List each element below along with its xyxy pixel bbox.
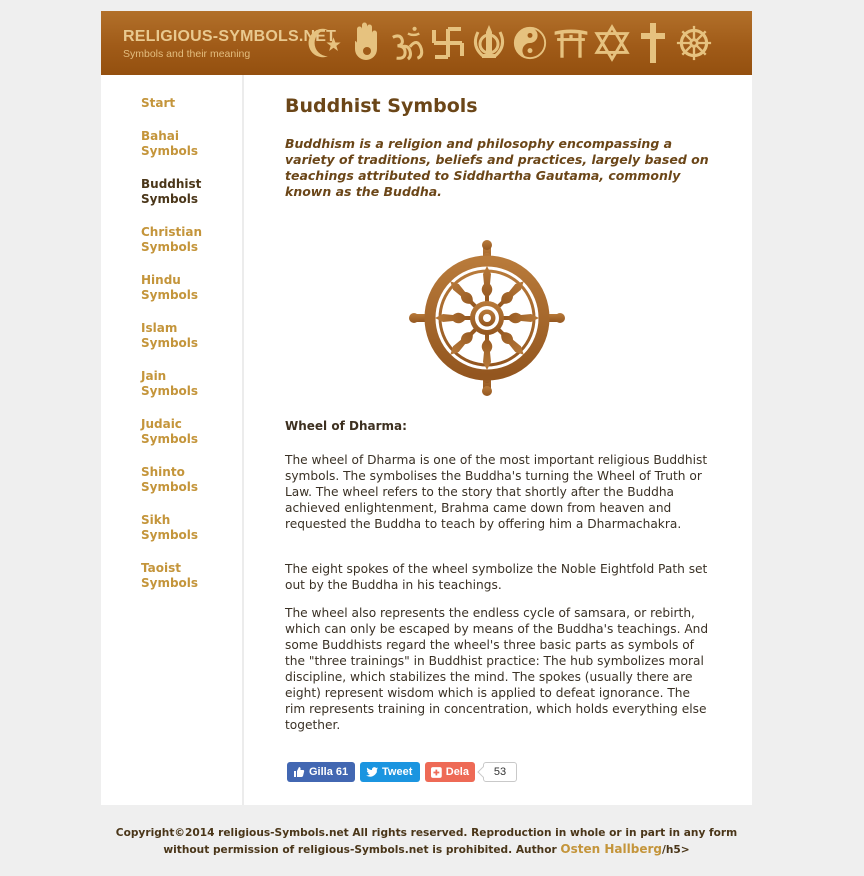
sidebar-nav xyxy=(101,75,244,805)
plus-icon xyxy=(431,767,442,778)
site-tagline: Symbols and their meaning xyxy=(123,48,251,60)
paragraph-2: The eight spokes of the wheel symbolize the Noble Eightfold Path set out by the Buddha in his teachings. xyxy=(285,562,708,592)
footer-trailing-text: /h5> xyxy=(661,843,690,856)
sidebar-item-jain[interactable]: Jain Symbols xyxy=(141,369,199,398)
yin-yang-icon xyxy=(512,21,548,65)
page-content xyxy=(101,75,752,805)
om-icon xyxy=(389,21,425,65)
hamsa-icon xyxy=(348,21,384,65)
site-logo[interactable] xyxy=(123,28,336,61)
sidebar-item-sikh[interactable]: Sikh Symbols xyxy=(141,513,199,542)
sidebar-item-christian[interactable]: Christian Symbols xyxy=(141,225,203,254)
dharma-wheel-icon xyxy=(676,21,712,65)
star-crescent-icon xyxy=(307,21,343,65)
sidebar-item-taoist[interactable]: Taoist Symbols xyxy=(141,561,199,590)
sidebar-item-judaic[interactable]: Judaic Symbols xyxy=(141,417,199,446)
dharma-wheel-icon xyxy=(409,240,565,396)
sidebar-item-start[interactable]: Start xyxy=(141,96,176,110)
footer xyxy=(101,826,752,858)
site-header xyxy=(101,11,752,75)
paragraph-3: The wheel also represents the endless cycle of samsara, or rebirth, which can only be escaped by means of the Buddha's teachings. And some Buddhists regard the wheel's three basic parts as symbols of the "three trainings" in Buddhist practice: The hub symbolizes moral discipline, which stabilizes the mind. The spokes (usually there are eight) represent wisdom which is applied to defeat ignorance. The rim represents training in concentration, which holds everything else together. xyxy=(285,606,709,732)
share-button[interactable] xyxy=(425,762,475,782)
thumbs-up-icon xyxy=(293,766,305,778)
khanda-icon xyxy=(471,21,507,65)
nav-list xyxy=(141,96,211,609)
paragraph-1: The wheel of Dharma is one of the most important religious Buddhist symbols. The symbolises the Buddha's turning the Wheel of Truth or Law. The wheel refers to the story that shortly after the Buddha achieved enlightenment, Brahma came down from heaven and requested the Buddha to teach by offering him a Dharmachakra. xyxy=(285,453,708,531)
cross-icon xyxy=(635,21,671,65)
share-bar xyxy=(287,762,517,782)
sidebar-item-bahai[interactable]: Bahai Symbols xyxy=(141,129,199,158)
page-title: Buddhist Symbols xyxy=(285,95,478,117)
sidebar-item-hindu[interactable]: Hindu Symbols xyxy=(141,273,199,302)
facebook-like-button[interactable] xyxy=(287,762,355,782)
like-label: Gilla 61 xyxy=(309,766,349,778)
sidebar-item-shinto[interactable]: Shinto Symbols xyxy=(141,465,199,494)
sidebar-item-islam[interactable]: Islam Symbols xyxy=(141,321,199,350)
tweet-label: Tweet xyxy=(382,766,413,778)
swastika-icon xyxy=(430,21,466,65)
dharma-wheel-image xyxy=(409,240,565,400)
star-of-david-icon xyxy=(594,21,630,65)
intro-text: Buddhism is a religion and philosophy encompassing a variety of traditions, beliefs and practices, largely based on teachings attributed to Siddhartha Gautama, commonly known as the Buddha. xyxy=(285,136,709,199)
twitter-bird-icon xyxy=(366,767,378,777)
copyright-text: Copyright©2014 religious-Symbols.net All rights reserved. Reproduction in whole or in part in any form without permission of religious-Symbols.net is prohibited. Author xyxy=(115,827,738,856)
religious-symbols-banner xyxy=(307,19,712,67)
share-count: 53 xyxy=(483,762,517,782)
section-heading: Wheel of Dharma: xyxy=(285,419,407,433)
site-name[interactable]: RELIGIOUS-SYMBOLS.NET xyxy=(123,28,337,45)
torii-icon xyxy=(553,21,589,65)
sidebar-item-buddhist[interactable]: Buddhist Symbols xyxy=(141,177,202,206)
share-label: Dela xyxy=(445,766,469,778)
author-link[interactable]: Osten Hallberg xyxy=(560,841,662,856)
tweet-button[interactable] xyxy=(360,762,420,782)
